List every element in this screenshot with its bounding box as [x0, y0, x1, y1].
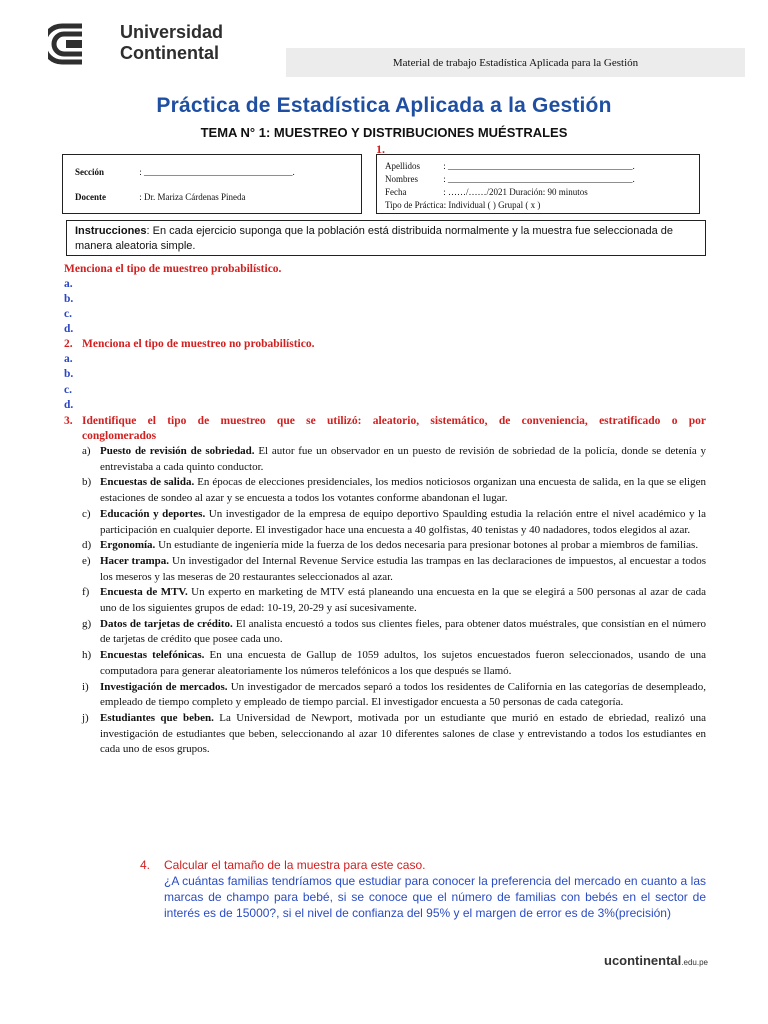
item-text: Un investigador de mercados separó a todos los residentes de California en las categorías de desempleado, empleado de tiempo completo y empleado de tiempo parcial. El investigador encuesta a 50 personas de cada categoría.	[100, 680, 706, 709]
material-header-box	[286, 48, 745, 77]
instructions-label: Instrucciones	[75, 225, 147, 237]
item-text: En épocas de elecciones presidenciales, los medios noticiosos organizan una encuesta de salida, en la que se eligen estaciones de sondeo al azar y se encuesta a todos los votantes conforme abandonan el lugar.	[100, 476, 706, 505]
item-title: Educación y deportes.	[100, 507, 206, 520]
item-letter: a)	[82, 445, 91, 457]
item-letter: c)	[82, 507, 91, 520]
item-letter: j)	[82, 711, 89, 724]
instructions-box	[66, 220, 706, 256]
q2-option-d[interactable]: d.	[64, 399, 74, 411]
fecha-value: : ……/……/2021 Duración: 90 minutos	[443, 187, 588, 197]
item-letter: b)	[82, 476, 92, 489]
question-1-text: Menciona el tipo de muestreo probabilístico.	[64, 263, 282, 275]
list-item	[64, 475, 706, 506]
q2-option-b[interactable]: b.	[64, 368, 74, 380]
list-item	[64, 617, 706, 648]
question-number-1: 1.	[376, 142, 385, 156]
question-4-body: ¿A cuántas familias tendríamos que estudiar para conocer la preferencia del mercado en cuanto a las marcas de champo para bebé, si se conoce que el número de familias con bebés en el sector de interés es de 15000?, si el nivel de confianza del 95% y el margen de error es de 3%(precisión)	[164, 874, 706, 920]
item-letter: g)	[82, 617, 92, 630]
docente-label: Docente	[75, 192, 106, 202]
item-text: Un experto en marketing de MTV está planeando una encuesta en la que se elegirá a 500 personas al azar de cada uno de los siguientes grupos de edad: 10-19, 20-29 y así sucesivamente.	[100, 586, 706, 615]
list-item	[64, 444, 706, 475]
item-letter: h)	[82, 649, 92, 662]
page-title: Práctica de Estadística Aplicada a la Gestión	[156, 94, 612, 117]
item-title: Encuestas telefónicas.	[100, 649, 205, 662]
list-item	[64, 554, 706, 585]
footer-domain: .edu.pe	[681, 958, 708, 967]
q1-option-b[interactable]: b.	[64, 293, 74, 305]
list-item	[64, 711, 706, 758]
q2-option-c[interactable]: c.	[64, 384, 72, 396]
item-text: En una encuesta de Gallup de 1059 adultos, los sujetos encuestados fueron seleccionados, usando de una computadora para generar aleatoriamente los números telefónicos a los que después se llamó.	[100, 649, 706, 677]
item-title: Ergonomía.	[100, 539, 156, 552]
question-3-number: 3.	[64, 415, 73, 427]
item-letter: f)	[82, 586, 90, 599]
item-text: La Universidad de Newport, motivada por un estudiante que murió en estado de ebriedad, realizó una investigación de estudiantes que beben, seleccionando al azar 10 diferentes salones de clase y entrevistando a todos los estudiantes en cada uno de esos grupos.	[100, 711, 706, 756]
list-item	[64, 680, 706, 711]
university-logo-icon	[48, 22, 112, 66]
item-text: Un investigador del Internal Revenue Service estudia las trampas en las declaraciones de impuestos, al encuestar a todos los meseros y las meseras de 20 restaurantes seleccionados al azar.	[100, 554, 706, 583]
nombres-field[interactable]: : _________________________________________.	[443, 174, 635, 184]
q1-option-c[interactable]: c.	[64, 308, 72, 320]
item-letter: d)	[82, 539, 92, 552]
brand-line-2: Continental	[120, 43, 219, 63]
item-title: Encuestas de salida.	[100, 476, 195, 489]
item-title: Hacer trampa.	[100, 554, 170, 567]
item-title: Investigación de mercados.	[100, 680, 228, 693]
apellidos-label: Apellidos	[385, 161, 420, 171]
tipo-practica: Tipo de Práctica: Individual ( ) Grupal ( x )	[385, 200, 541, 210]
docente-value: : Dr. Mariza Cárdenas Pineda	[139, 192, 246, 202]
item-text: El analista encuestó a todos sus clientes fieles, para obtener datos muéstrales, que consistían en el número de tarjetas de crédito que posee cada uno.	[100, 617, 706, 646]
fecha-label: Fecha	[385, 187, 407, 197]
question-2-text: Menciona el tipo de muestreo no probabilístico.	[82, 338, 315, 350]
university-name	[120, 22, 223, 64]
question-4-heading: Calcular el tamaño de la muestra para este caso.	[164, 858, 426, 872]
item-letter: e)	[82, 554, 91, 567]
course-info-box	[62, 154, 362, 214]
item-text: El autor fue un observador en un puesto de revisión de sobriedad de la policía, donde se detenía y entrevistaba a cada quinto conductor.	[100, 445, 707, 473]
item-title: Encuesta de MTV.	[100, 586, 188, 599]
q3-items-list	[64, 444, 706, 758]
seccion-label: Sección	[75, 167, 104, 177]
list-item	[64, 648, 706, 679]
brand-line-1: Universidad	[120, 22, 224, 42]
nombres-label: Nombres	[385, 174, 418, 184]
item-text: Un estudiante de ingeniería mide la fuerza de los dedos necesaria para presionar botones al probar a miembros de familias.	[155, 539, 699, 552]
footer-brand	[604, 953, 708, 968]
page-subtitle: TEMA N° 1: MUESTREO Y DISTRIBUCIONES MUÉSTRALES	[200, 125, 568, 140]
material-label: Material de trabajo Estadística Aplicada para la Gestión	[392, 56, 639, 69]
list-item	[64, 585, 706, 616]
question-2-number: 2.	[64, 338, 73, 350]
list-item	[64, 507, 706, 538]
question-4	[140, 857, 706, 921]
item-title: Estudiantes que beben.	[100, 711, 214, 724]
item-letter: i)	[82, 680, 89, 693]
q1-option-a[interactable]: a.	[64, 278, 73, 290]
student-info-box	[376, 154, 700, 214]
seccion-field[interactable]: : _________________________________.	[139, 167, 295, 177]
item-title: Puesto de revisión de sobriedad.	[100, 445, 255, 457]
item-title: Datos de tarjetas de crédito.	[100, 617, 233, 630]
question-4-number: 4.	[140, 858, 151, 872]
q1-option-d[interactable]: d.	[64, 323, 74, 335]
item-text: Un investigador de la empresa de equipo deportivo Spaulding estudia la relación entre el nivel académico y la participación en cualquier deporte. El investigador hace una encuesta a 40 golfistas, 40 tenistas y 40 nadadores, todos elegidos al azar.	[100, 507, 706, 536]
apellidos-field[interactable]: : _________________________________________.	[443, 161, 635, 171]
question-3-text-line2: conglomerados	[82, 430, 157, 442]
q2-option-a[interactable]: a.	[64, 353, 73, 365]
footer-brand-name: ucontinental	[604, 953, 682, 968]
question-3-text-line1: Identifique el tipo de muestreo que se utilizó: aleatorio, sistemático, de conveniencia, estratificado o por	[82, 415, 706, 427]
instructions-text: : En cada ejercicio suponga que la población está distribuida normalmente y la muestra fue seleccionada de manera aleatoria simple.	[75, 225, 674, 252]
list-item	[64, 538, 706, 554]
